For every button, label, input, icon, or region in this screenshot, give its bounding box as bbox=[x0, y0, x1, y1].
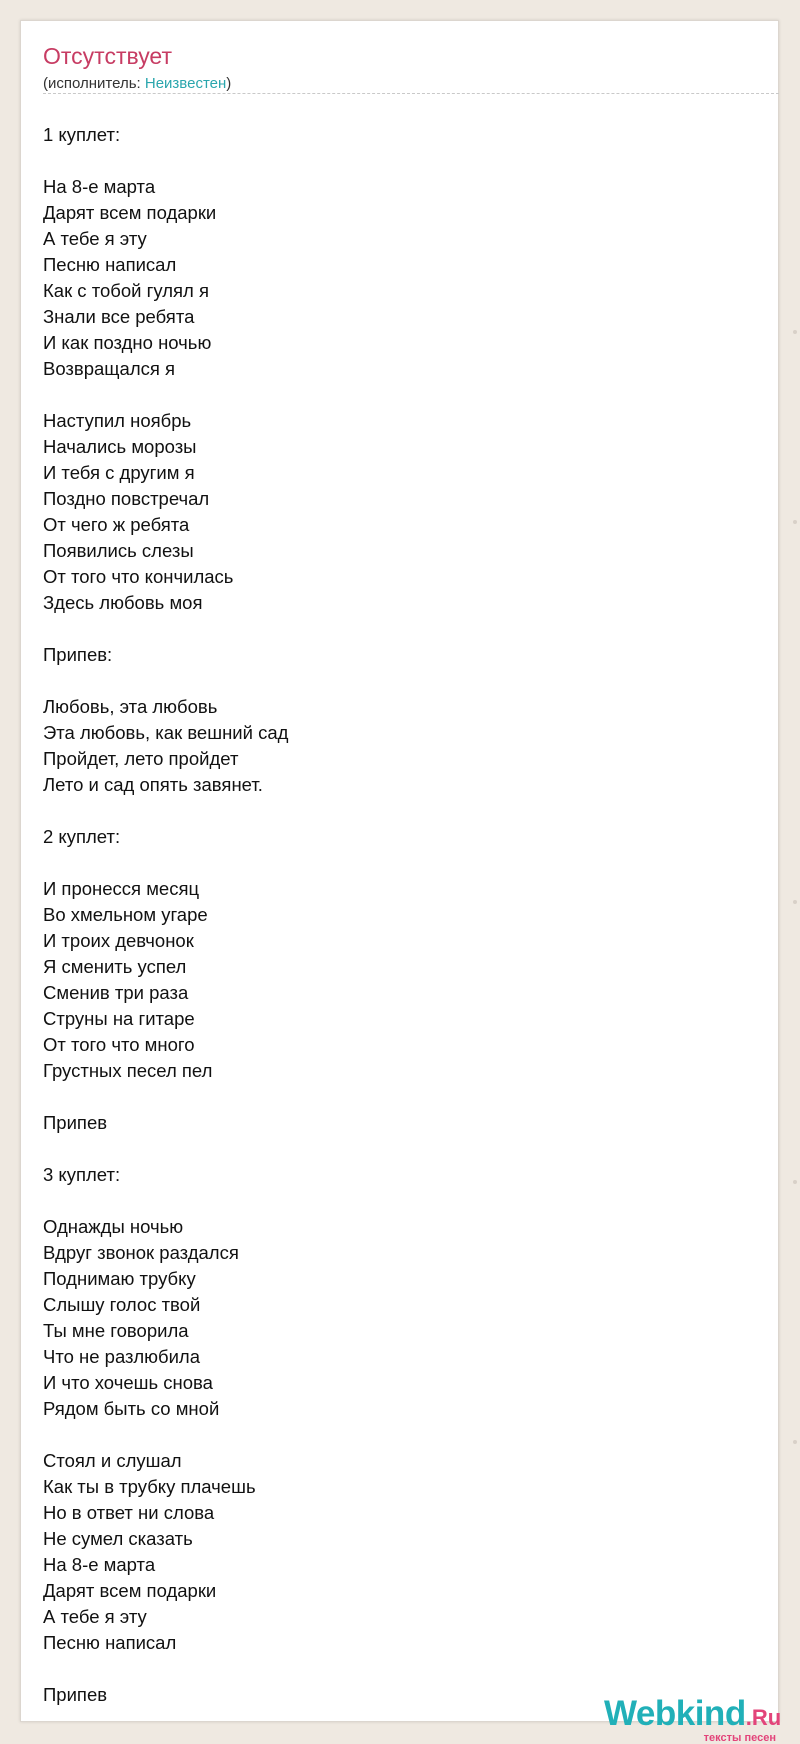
decorative-dot bbox=[793, 520, 797, 524]
lyrics-line: Не сумел сказать bbox=[43, 1528, 193, 1549]
lyrics-line: И тебя с другим я bbox=[43, 462, 195, 483]
decorative-dot bbox=[793, 330, 797, 334]
artist-link[interactable]: Неизвестен bbox=[144, 75, 227, 92]
lyrics-line: Во хмельном угаре bbox=[43, 904, 208, 925]
logo-tld: .Ru bbox=[745, 1705, 782, 1730]
lyrics-line: От чего ж ребята bbox=[43, 514, 190, 535]
lyrics-line: Припев: bbox=[43, 644, 113, 665]
lyrics-line: Поздно повстречал bbox=[43, 488, 210, 509]
song-title: Отсутствует bbox=[43, 43, 172, 69]
lyrics-line: Грустных песел пел bbox=[43, 1060, 213, 1081]
lyrics-line: На 8-е марта bbox=[43, 1554, 156, 1575]
lyrics-blank-line bbox=[43, 798, 743, 824]
lyrics-line: Я сменить успел bbox=[43, 956, 187, 977]
lyrics-blank-line bbox=[43, 1656, 743, 1682]
lyrics-blank-line bbox=[43, 616, 743, 642]
lyrics-line: И троих девчонок bbox=[43, 930, 194, 951]
lyrics-blank-line bbox=[43, 668, 743, 694]
lyrics-line: А тебе я эту bbox=[43, 1606, 147, 1627]
lyrics-line: Но в ответ ни слова bbox=[43, 1502, 215, 1523]
lyrics-line: Вдруг звонок раздался bbox=[43, 1242, 239, 1263]
lyrics-line: Лето и сад опять завянет. bbox=[43, 774, 263, 795]
lyrics-line: Дарят всем подарки bbox=[43, 202, 217, 223]
lyrics-line: Стоял и слушал bbox=[43, 1450, 182, 1471]
lyrics-line: Знали все ребята bbox=[43, 306, 195, 327]
lyrics-line: Однажды ночью bbox=[43, 1216, 184, 1237]
artist-prefix: (исполнитель: bbox=[43, 75, 145, 92]
lyrics-line: Песню написал bbox=[43, 254, 177, 275]
decorative-dot bbox=[793, 900, 797, 904]
lyrics-blank-line bbox=[43, 1422, 743, 1448]
lyrics-blank-line bbox=[43, 148, 743, 174]
artist-suffix: ) bbox=[226, 75, 232, 92]
lyrics-line: Сменив три раза bbox=[43, 982, 189, 1003]
logo-wordmark: Webkind bbox=[604, 1694, 746, 1733]
lyrics-line: 1 куплет: bbox=[43, 124, 121, 145]
lyrics-line: От того что много bbox=[43, 1034, 195, 1055]
lyrics-line: Слышу голос твой bbox=[43, 1294, 201, 1315]
lyrics-line: 2 куплет: bbox=[43, 826, 121, 847]
lyrics-line: Появились слезы bbox=[43, 540, 194, 561]
header-divider bbox=[43, 93, 779, 94]
lyrics-line: Как ты в трубку плачешь bbox=[43, 1476, 256, 1497]
lyrics-line: Любовь, эта любовь bbox=[43, 696, 218, 717]
lyrics-line: Поднимаю трубку bbox=[43, 1268, 196, 1289]
lyrics-blank-line bbox=[43, 382, 743, 408]
lyrics-blank-line bbox=[43, 1084, 743, 1110]
lyrics-line: И как поздно ночью bbox=[43, 332, 212, 353]
lyrics-line: Рядом быть со мной bbox=[43, 1398, 220, 1419]
lyrics-card bbox=[20, 20, 782, 1744]
lyrics-line: На 8-е марта bbox=[43, 176, 156, 197]
lyrics-line: Припев bbox=[43, 1112, 108, 1133]
lyrics-line: Возвращался я bbox=[43, 358, 176, 379]
lyrics-line: Дарят всем подарки bbox=[43, 1580, 217, 1601]
lyrics-line: 3 куплет: bbox=[43, 1164, 121, 1185]
decorative-dot bbox=[793, 1440, 797, 1444]
lyrics-line: А тебе я эту bbox=[43, 228, 147, 249]
lyrics-blank-line bbox=[43, 1188, 743, 1214]
lyrics-line: Эта любовь, как вешний сад bbox=[43, 722, 289, 743]
lyrics-line: И что хочешь снова bbox=[43, 1372, 213, 1393]
lyrics-line: Песню написал bbox=[43, 1632, 177, 1653]
lyrics-line: Припев bbox=[43, 1684, 108, 1705]
artist-line bbox=[43, 75, 231, 92]
site-logo[interactable] bbox=[604, 1694, 782, 1744]
lyrics-line: От того что кончилась bbox=[43, 566, 234, 587]
lyrics-line: Здесь любовь моя bbox=[43, 592, 203, 613]
lyrics-line: Струны на гитаре bbox=[43, 1008, 195, 1029]
lyrics-line: Пройдет, лето пройдет bbox=[43, 748, 239, 769]
decorative-dot bbox=[793, 1180, 797, 1184]
lyrics-line: Как с тобой гулял я bbox=[43, 280, 209, 301]
lyrics-line: И пронесся месяц bbox=[43, 878, 200, 899]
lyrics-text bbox=[43, 122, 743, 1708]
lyrics-line: Наступил ноябрь bbox=[43, 410, 192, 431]
lyrics-line: Начались морозы bbox=[43, 436, 197, 457]
lyrics-blank-line bbox=[43, 850, 743, 876]
lyrics-line: Что не разлюбила bbox=[43, 1346, 200, 1367]
lyrics-line: Ты мне говорила bbox=[43, 1320, 189, 1341]
logo-tagline: тексты песен bbox=[703, 1732, 776, 1744]
lyrics-blank-line bbox=[43, 1136, 743, 1162]
